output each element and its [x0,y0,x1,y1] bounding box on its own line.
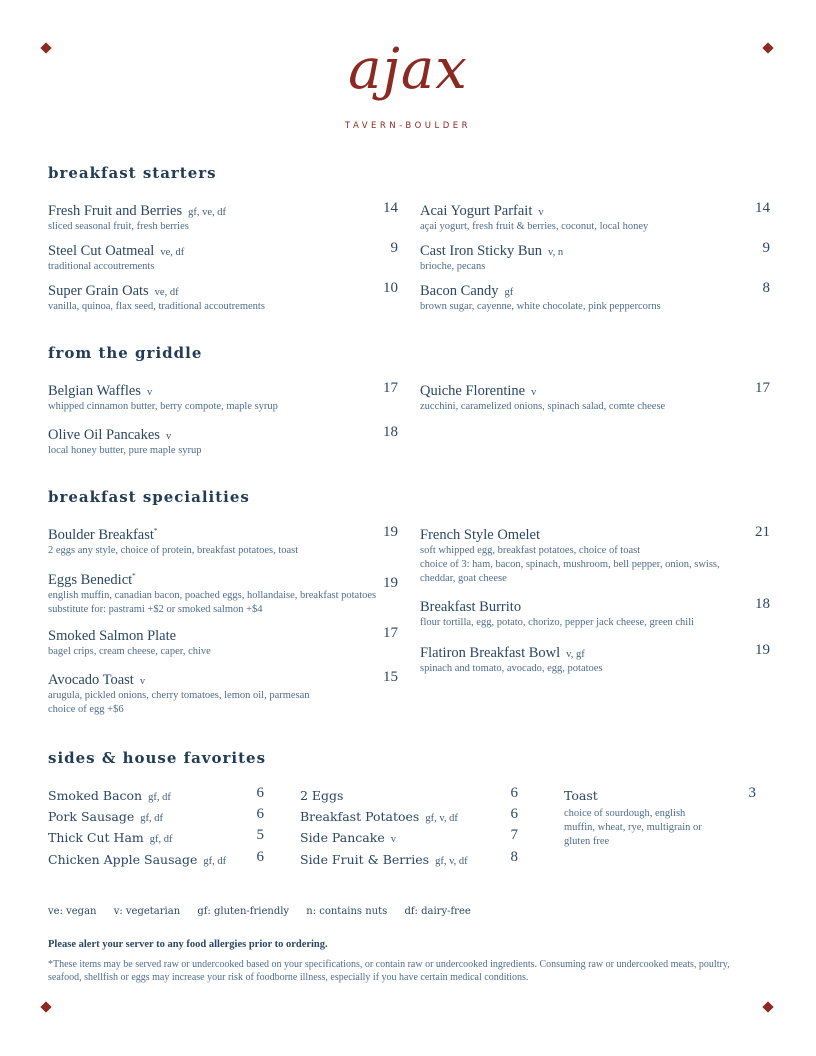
item-name: Smoked Bacon [48,788,143,803]
item-name: Thick Cut Ham [48,830,144,845]
legend-item: ve: vegan [48,906,97,917]
legend-item: gf: gluten-friendly [197,906,290,917]
item-description: zucchini, caramelized onions, spinach salad, comte cheese [420,401,666,412]
item-name: Breakfast Potatoes [300,809,420,824]
section-title-sides: sides & house favorites [48,749,267,767]
item-description: soft whipped egg, breakfast potatoes, choice of toast [420,545,641,556]
menu-item [420,280,770,314]
side-item [300,806,518,825]
side-item [300,827,518,846]
item-name: Avocado Toast [48,672,134,688]
allergy-alert: Please alert your server to any food allergies prior to ordering. [48,939,328,950]
item-description: spinach and tomato, avocado, egg, potatoes [420,663,603,674]
item-name: French Style Omelet [420,527,541,543]
item-description: vanilla, quinoa, flax seed, traditional accoutrements [48,301,265,312]
item-tags: gf, ve, df [188,207,227,218]
item-price: 6 [256,849,264,865]
item-name: Super Grain Oats [48,283,149,299]
diamond-ornament [40,1001,51,1012]
item-price: 6 [256,785,264,801]
logo [0,37,816,102]
item-name: Belgian Waffles [48,383,141,399]
item-tags: v, n [548,247,564,258]
item-price: 19 [755,642,770,658]
item-tags: v [139,676,146,687]
menu-item [48,424,398,458]
item-price: 9 [390,240,398,256]
item-name: Breakfast Burrito [420,599,522,615]
item-name: Toast [564,788,598,803]
item-name: Smoked Salmon Plate [48,628,177,644]
item-tags: gf [504,287,514,298]
item-price: 8 [510,849,518,865]
menu-item [420,240,770,274]
item-name: 2 Eggs [300,788,344,803]
item-description: arugula, pickled onions, cherry tomatoes, lemon oil, parmesan [48,690,310,701]
item-tags: gf, df [148,792,171,803]
side-item [48,827,264,846]
menu-item [48,524,398,558]
item-price: 15 [383,669,398,685]
item-description: english muffin, canadian bacon, poached eggs, hollandaise, breakfast potatoes substitute for: pastrami +$2 or smoked salmon +$4 [48,590,377,615]
diamond-ornament [762,1001,773,1012]
item-price: 19 [383,575,398,591]
item-price: 6 [510,785,518,801]
item-tags: ve, df [154,287,179,298]
item-price: 19 [383,524,398,540]
item-tags: gf, df [149,834,173,845]
item-name: Fresh Fruit and Berries [48,203,183,219]
legend-item: n: contains nuts [306,906,388,917]
item-name: Steel Cut Oatmeal [48,243,155,259]
item-tags: gf, df [203,856,227,867]
menu-item [420,380,770,414]
item-tags: v [390,834,396,845]
section-title-griddle: from the griddle [48,344,203,362]
side-item [300,785,518,804]
side-item [48,785,264,804]
side-item [48,849,264,868]
logo-wordmark: ajax [348,37,468,102]
item-description: choice of sourdough, english muffin, wheat, rye, multigrain or gluten free [564,808,702,847]
menu-item [420,596,770,630]
menu-item [48,240,398,274]
item-price: 17 [755,380,770,396]
item-name: Eggs Benedict* [48,572,136,588]
item-description: flour tortilla, egg, potato, chorizo, pepper jack cheese, green chili [420,617,695,628]
legend-item: df: dairy-free [404,906,471,917]
item-price: 9 [762,240,770,256]
side-item [300,849,518,868]
item-tags: v [531,387,537,398]
item-tags: gf, v, df [425,813,458,824]
item-tags: v [146,387,153,398]
item-price: 10 [383,280,398,296]
item-tags: ve, df [160,247,185,258]
menu-item [48,625,398,659]
item-description: sliced seasonal fruit, fresh berries [48,221,189,232]
item-name: Side Fruit & Berries [300,852,430,867]
legend-item: v: vegetarian [113,906,181,917]
item-tags: v, gf [566,649,585,660]
item-description: whipped cinnamon butter, berry compote, maple syrup [48,401,278,412]
item-name: Chicken Apple Sausage [48,852,198,867]
item-price: 14 [755,200,770,216]
item-description: traditional accoutrements [48,261,155,272]
item-price: 17 [383,380,398,396]
item-description: 2 eggs any style, choice of protein, breakfast potatoes, toast [48,545,299,556]
menu-item [48,569,398,617]
item-name: Bacon Candy [420,283,499,299]
item-name: Flatiron Breakfast Bowl [420,645,561,661]
item-tags: gf, v, df [435,856,468,867]
item-price: 17 [383,625,398,641]
item-price: 21 [755,524,770,540]
item-tags: v [165,431,172,442]
item-price: 18 [755,596,770,612]
item-price: 6 [256,806,264,822]
item-price: 7 [510,827,518,843]
item-price: 5 [256,827,264,843]
section-title-starters: breakfast starters [48,164,217,182]
item-name: Acai Yogurt Parfait [420,203,533,219]
item-price: 8 [762,280,770,296]
item-tags: v [538,207,544,218]
item-price: 18 [383,424,398,440]
dietary-legend [48,906,485,917]
item-description-extra: choice of 3: ham, bacon, spinach, mushroom, bell pepper, onion, swiss, cheddar, goat cheese [420,559,720,584]
menu-item [420,200,770,234]
item-description: açai yogurt, fresh fruit & berries, coconut, local honey [420,221,649,232]
item-description-extra: choice of egg +$6 [48,704,124,715]
item-price: 14 [383,200,398,216]
item-name: Cast Iron Sticky Bun [420,243,543,259]
item-name: Pork Sausage [48,809,135,824]
menu-item [48,380,398,414]
menu-item [48,669,398,717]
item-tags: gf, df [140,813,164,824]
raw-food-disclaimer: *These items may be served raw or undercooked based on your specifications, or contain raw or undercooked ingredients. Consuming raw or undercooked meats, poultry, seafood, shellfish or eggs may increase your risk of foodborne illness, especially if you have certain medical conditions. [48,959,730,983]
item-description: local honey butter, pure maple syrup [48,445,202,456]
item-description: bagel crips, cream cheese, caper, chive [48,646,211,657]
section-title-specialities: breakfast specialities [48,488,250,506]
menu-item [48,280,398,314]
item-price: 6 [510,806,518,822]
item-description: brioche, pecans [420,261,486,272]
item-name: Quiche Florentine [420,383,526,399]
item-name: Olive Oil Pancakes [48,427,160,443]
item-price: 3 [748,785,756,801]
menu-item [48,200,398,234]
side-item [564,785,756,849]
item-name: Side Pancake [300,830,385,845]
menu-item [420,642,770,676]
raw-warning-mark: * [153,527,158,536]
raw-warning-mark: * [132,572,136,581]
logo-subtitle: TAVERN-BOULDER [344,121,472,131]
item-name: Boulder Breakfast* [48,527,158,543]
side-item [48,806,264,825]
item-description: brown sugar, cayenne, white chocolate, pink peppercorns [420,301,661,312]
menu-item [420,524,770,586]
